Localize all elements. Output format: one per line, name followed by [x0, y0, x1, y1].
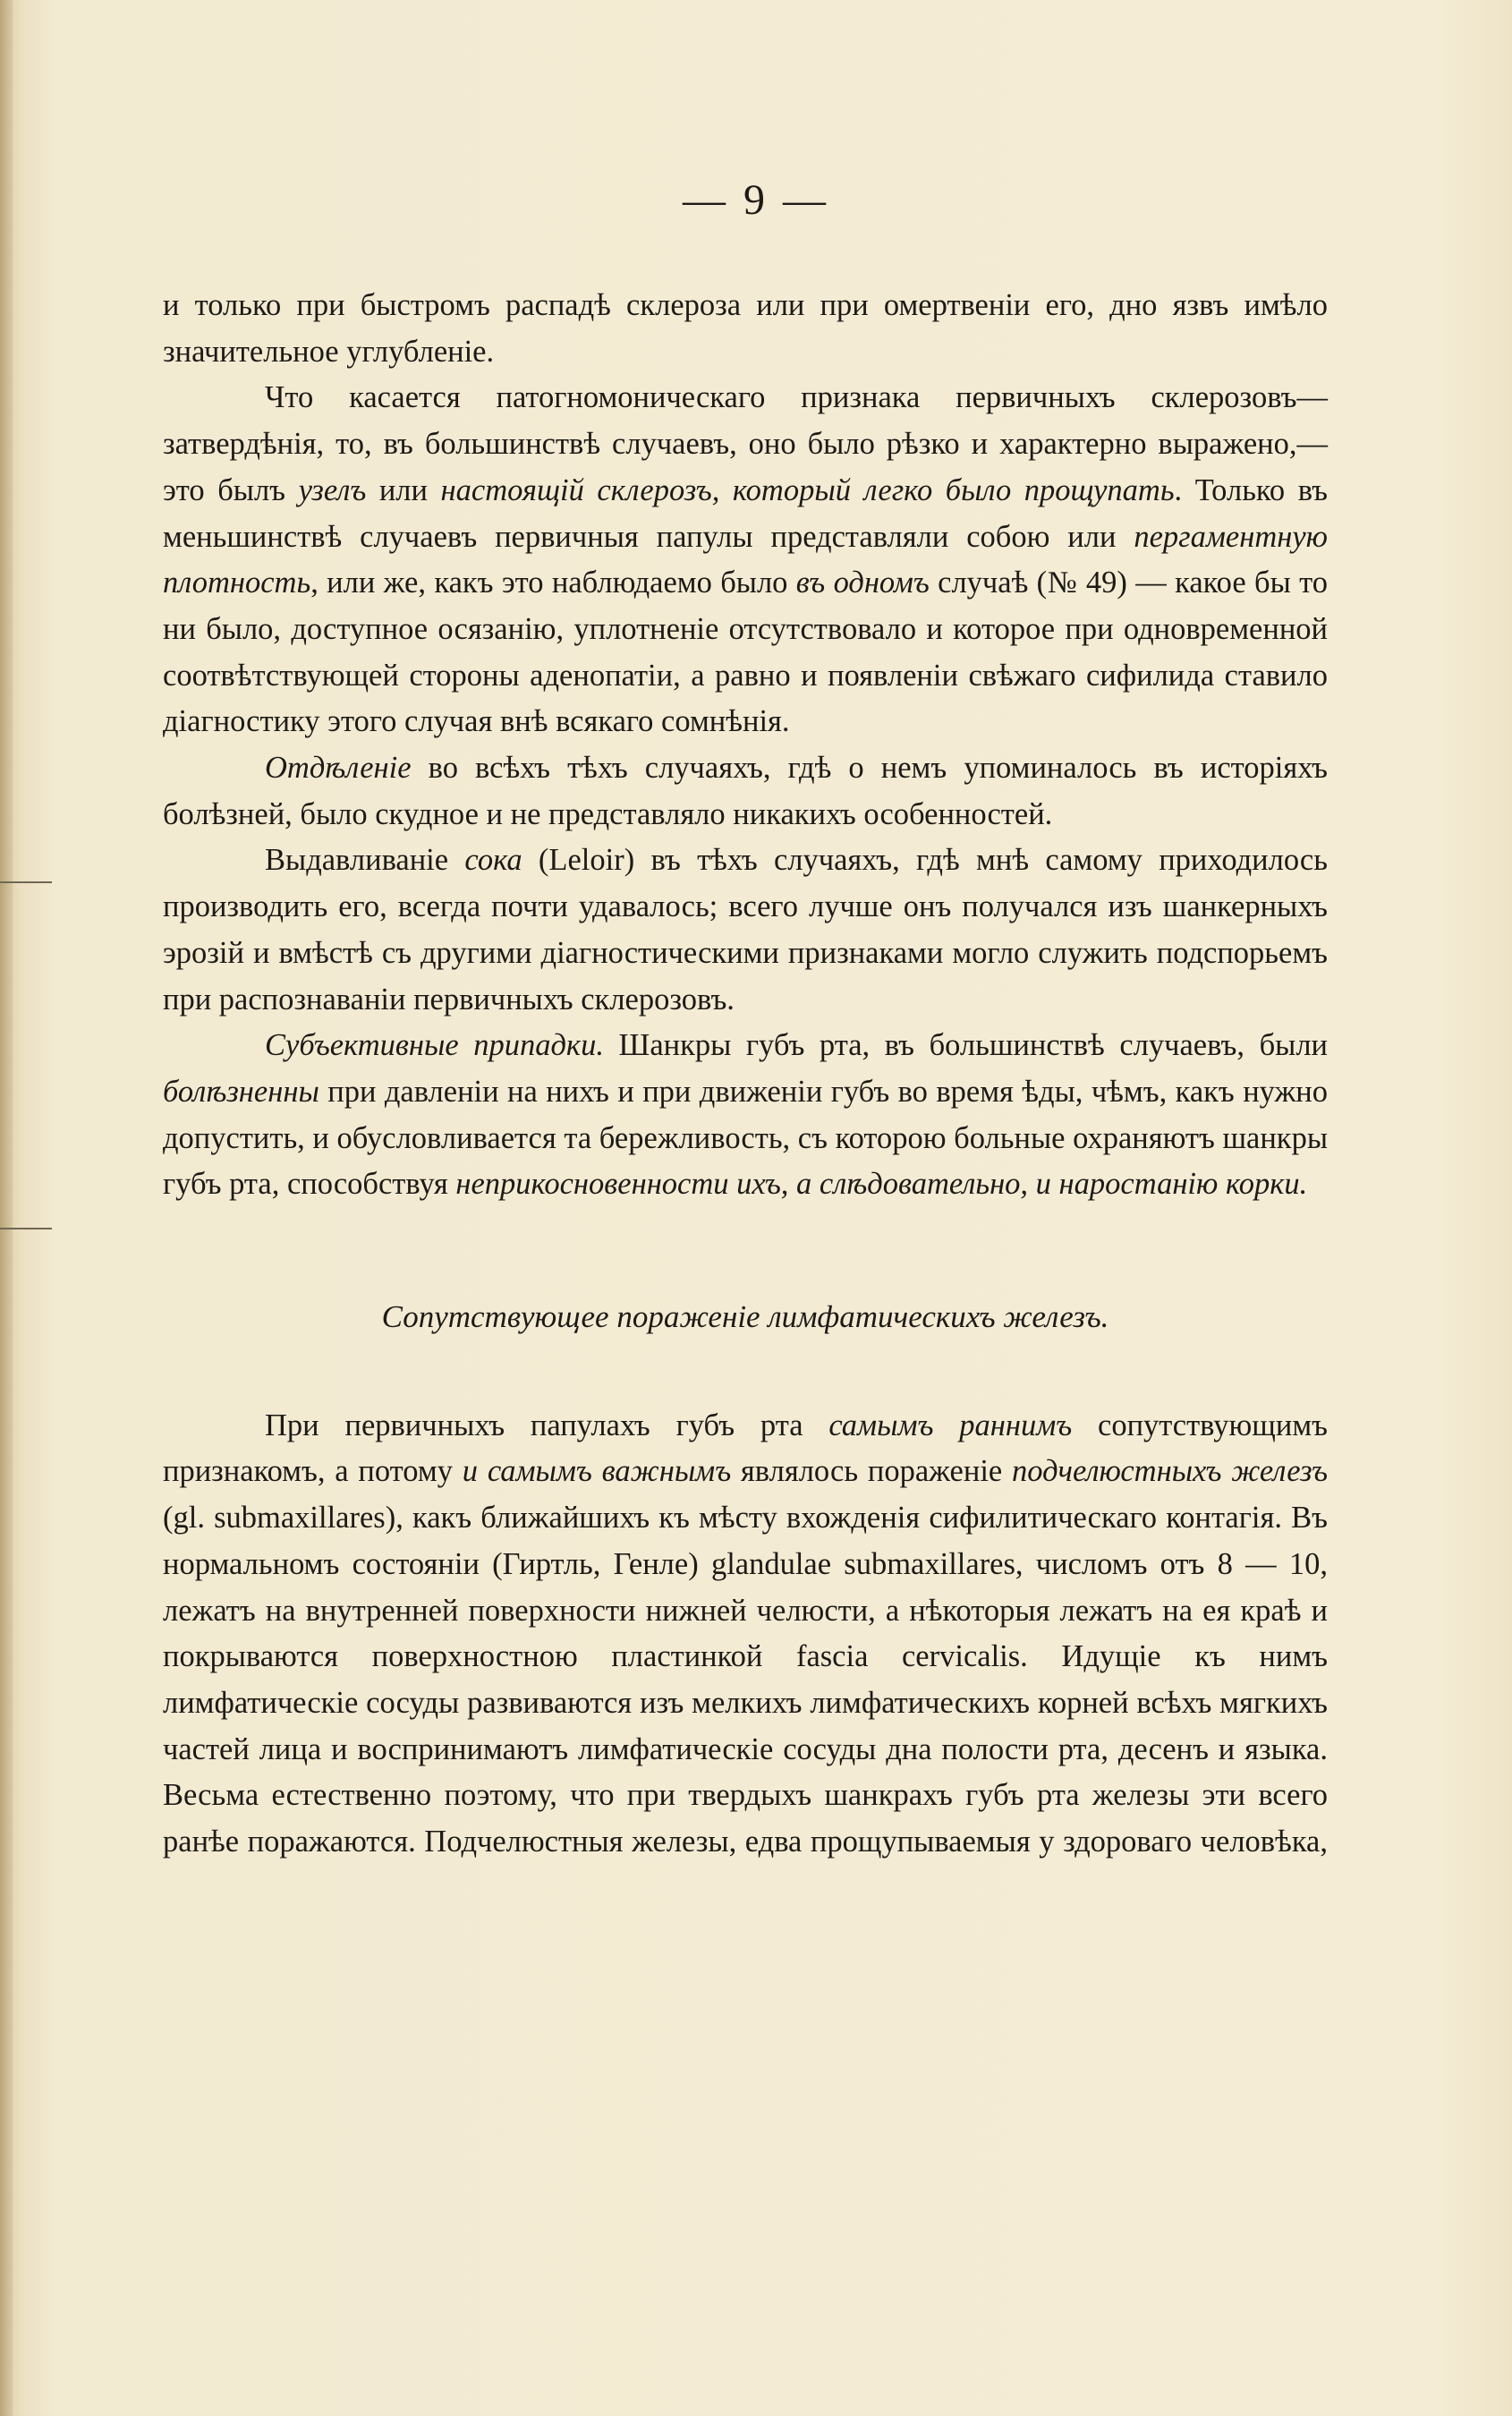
- text-run: сопутствующимъ признакомъ, а потому: [163, 1408, 1328, 1489]
- text-run: и только при быстромъ распадѣ склероза или при омертвеніи его, дно язвъ имѣло значительное углубленіе.: [163, 288, 1328, 369]
- italic-term: болѣзненны: [163, 1074, 319, 1109]
- section-heading: Сопутствующее пораженіе лимфатическихъ железъ.: [381, 1299, 1109, 1335]
- text-run: являлось пораженіе: [731, 1454, 1013, 1489]
- text-run: Шанкры губъ рта, въ большинствѣ случаевъ, были: [603, 1028, 1329, 1063]
- paragraph-subjective: [163, 1023, 1328, 1208]
- italic-term: Субъективные припадки.: [265, 1028, 604, 1063]
- italic-term: самымъ раннимъ: [828, 1408, 1073, 1442]
- paragraph-continuation: [163, 283, 1328, 375]
- text-run: . Только въ меньшинствѣ случаевъ первичныя папулы представляли собою или: [163, 472, 1328, 554]
- paragraph-juice: [163, 838, 1328, 1023]
- text-run: случаѣ (№ 49) — какое бы то ни было, доступное осязанію, уплотненіе отсутствовало и которое при одновременной соотвѣтствующей стороны аденопатіи, а равно и появленіи свѣжаго сифилида ставило діагностику этого случая внѣ всякаго сомнѣнія.: [163, 566, 1328, 739]
- italic-term: подчелюстныхъ железъ: [1012, 1454, 1328, 1489]
- italic-term: сока: [464, 843, 522, 878]
- text-run: при давленіи на нихъ и при движеніи губъ во время ѣды, чѣмъ, какъ нужно допустить, и обусловливается та бережливость, съ которою больные охраняютъ шанкры губъ рта, способствуя: [163, 1074, 1328, 1202]
- paragraph-induration: [163, 375, 1328, 745]
- paragraph-discharge: [163, 745, 1328, 838]
- text-run: , или же, какъ это наблюдаемо было: [310, 566, 796, 600]
- text-run: Выдавливаніе: [265, 843, 465, 878]
- text-run: во всѣхъ тѣхъ случаяхъ, гдѣ о немъ упоминалось въ исторіяхъ болѣзней, было скудное и не представляло никакихъ особенностей.: [163, 751, 1328, 831]
- page-number: — 9 —: [683, 176, 829, 224]
- margin-mark: [0, 1228, 52, 1229]
- paragraph-lymph-glands: [163, 1403, 1328, 1866]
- italic-term: узелъ: [298, 472, 367, 507]
- margin-mark: [0, 881, 52, 883]
- text-run: При первичныхъ папулахъ губъ рта: [265, 1408, 829, 1442]
- binding-edge: [0, 0, 13, 2416]
- body-text: [163, 283, 1328, 1866]
- italic-term: неприкосновенности ихъ, а слѣдовательно, и наростанію корки.: [455, 1167, 1308, 1202]
- italic-term: Отдѣленіе: [265, 751, 412, 786]
- italic-term: настоящій склерозъ, который легко было прощупать: [440, 472, 1175, 507]
- text-run: (Leloir) въ тѣхъ случаяхъ, гдѣ мнѣ самому приходилось производить его, всегда почти удавалось; всего лучше онъ получался изъ шанкерныхъ эрозій и вмѣстѣ съ другими діагностическими признаками могло служить подспорьемъ при распознаваніи первичныхъ склерозовъ.: [163, 843, 1328, 1017]
- text-run: или: [366, 472, 441, 507]
- text-run: (gl. submaxillares), какъ ближайшихъ къ мѣсту вхожденія сифилитическаго контагія. Въ нормальномъ состояніи (Гиртль, Генле) glandulae submaxillares, числомъ отъ 8 — 10, лежатъ на внутренней поверхности нижней челюсти, а нѣкоторыя лежатъ на ея краѣ и покрываются поверхностною пластинкой fascia cervicalis. Идущіе къ нимъ лимфатическіе сосуды развиваются изъ мелкихъ лимфатическихъ корней всѣхъ мягкихъ частей лица и воспринимаютъ лимфатическіе сосуды дна полости рта, десенъ и языка. Весьма естественно поэтому, что при твердыхъ шанкрахъ губъ рта железы эти всего ранѣе поражаются. Подчелюстныя железы, едва прощупываемыя у здороваго человѣка,: [163, 1501, 1328, 1859]
- italic-term: въ одномъ: [795, 566, 930, 600]
- italic-term: и самымъ важнымъ: [462, 1454, 732, 1489]
- text-run: Что касается патогномоническаго признака первичныхъ склерозовъ—затвердѣнія, то, въ большинствѣ случаевъ, оно было рѣзко и характерно выражено,—это былъ: [163, 380, 1328, 507]
- italic-term: пергаментную плотность: [163, 519, 1328, 600]
